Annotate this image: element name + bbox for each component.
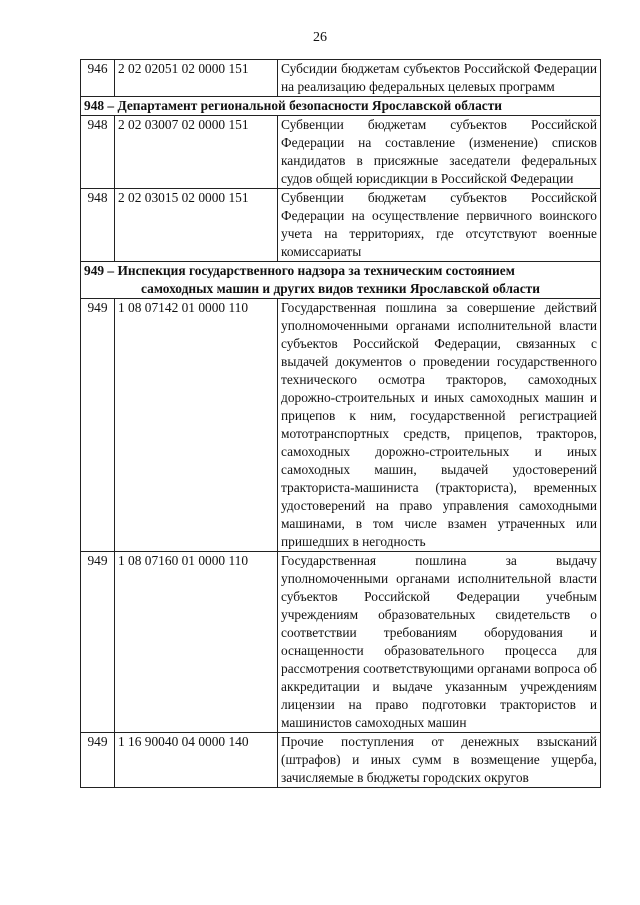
budget-code-cell: 2 02 02051 02 0000 151: [115, 60, 278, 97]
revenue-description-cell: Субвенции бюджетам субъектов Российской Федерации на осуществление первичного воинского учета на территориях, где отсутствуют военные комиссариаты: [278, 189, 601, 262]
admin-code-cell: 949: [81, 299, 115, 552]
department-header-line2: самоходных машин и других видов техники Ярославской области: [141, 281, 540, 296]
table-row: [81, 60, 601, 97]
department-header-line1: 949 – Инспекция государственного надзора за техническим состоянием: [84, 263, 515, 278]
page-number: 26: [313, 30, 327, 45]
revenue-description-cell: Субсидии бюджетам субъектов Российской Федерации на реализацию федеральных целевых программ: [278, 60, 601, 97]
budget-code-cell: 1 08 07160 01 0000 110: [115, 552, 278, 733]
department-header: 948 – Департамент региональной безопасности Ярославской области: [81, 97, 601, 116]
department-header: [81, 262, 601, 299]
revenue-description-cell: Государственная пошлина за совершение действий уполномоченными органами исполнительной власти субъектов Российской Федерации, связанных с выдачей документов о проведении государственного технического осмотра тракторов, самоходных дорожно-строительных и иных самоходных машин и прицепов к ним, государственной регистрацией мототранспортных средств, прицепов, тракторов, самоходных дорожно-строительных и иных самоходных машин, выдачей удостоверений тракториста-машиниста (тракториста), временных удостоверений на право управления самоходными машинами, в том числе взамен утраченных или пришедших в негодность: [278, 299, 601, 552]
revenue-description-cell: Прочие поступления от денежных взысканий (штрафов) и иных сумм в возмещение ущерба, зачисляемые в бюджеты городских округов: [278, 733, 601, 788]
table-row: [81, 552, 601, 733]
budget-code-cell: 1 08 07142 01 0000 110: [115, 299, 278, 552]
budget-code-cell: 2 02 03007 02 0000 151: [115, 116, 278, 189]
table-row: [81, 733, 601, 788]
revenue-description-cell: Субвенции бюджетам субъектов Российской Федерации на составление (изменение) списков кандидатов в присяжные заседатели федеральных судов общей юрисдикции в Российской Федерации: [278, 116, 601, 189]
table-row: [81, 116, 601, 189]
table-row: [81, 299, 601, 552]
department-header-row: [81, 262, 601, 299]
revenue-description-cell: Государственная пошлина за выдачу уполномоченными органами исполнительной власти субъектов Российской Федерации учебным учреждениям образовательных свидетельств о соответствии требованиям оборудования и оснащенности образовательного процесса для рассмотрения соответствующими органами вопроса об аккредитации и выдаче указанным учреждениям лицензии на право подготовки трактористов и машинистов самоходных машин: [278, 552, 601, 733]
admin-code-cell: 948: [81, 189, 115, 262]
budget-code-cell: 2 02 03015 02 0000 151: [115, 189, 278, 262]
budget-code-cell: 1 16 90040 04 0000 140: [115, 733, 278, 788]
admin-code-cell: 949: [81, 733, 115, 788]
table-row: [81, 189, 601, 262]
admin-code-cell: 949: [81, 552, 115, 733]
department-header-row: [81, 97, 601, 116]
admin-code-cell: 948: [81, 116, 115, 189]
budget-codes-table: [80, 59, 601, 788]
admin-code-cell: 946: [81, 60, 115, 97]
